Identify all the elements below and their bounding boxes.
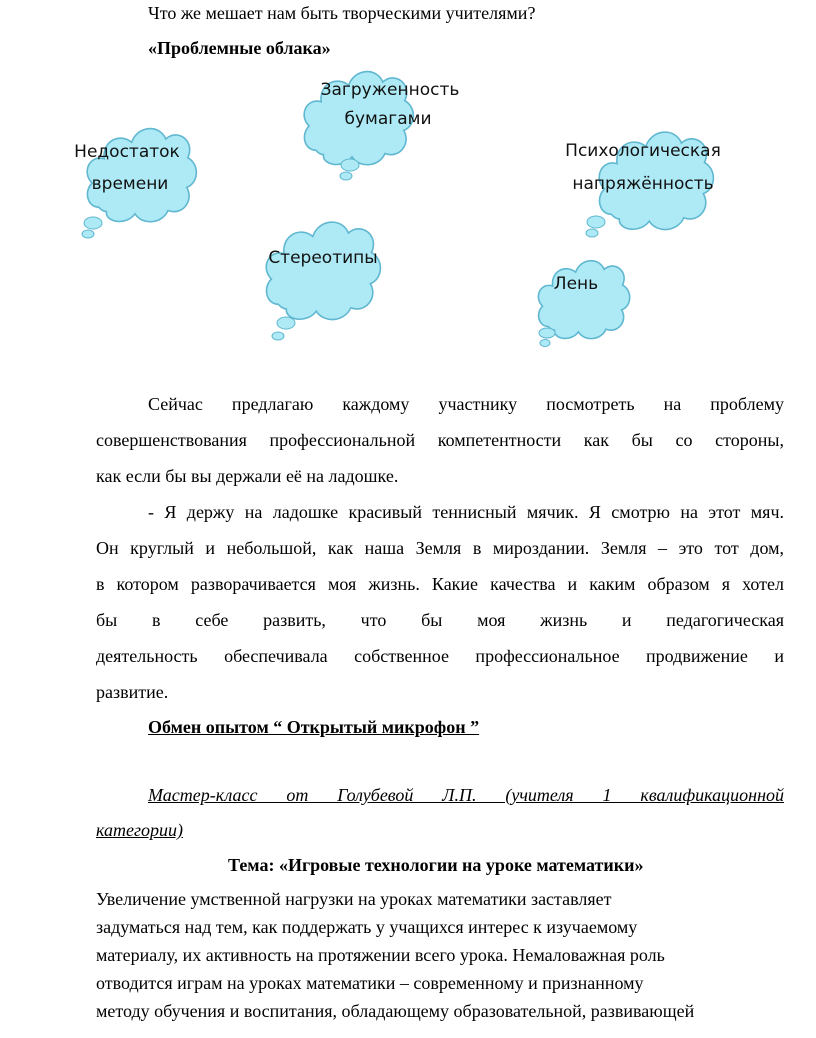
exchange-experience-title: Обмен опытом “ Открытый микрофон ” (148, 717, 480, 737)
cloud-laziness-text: Лень (553, 274, 599, 294)
paragraph-line: отводится играм на уроках математики – современному и признанному (96, 973, 644, 993)
paragraph-line: бы в себе развить, что бы моя жизнь и педагогическая (96, 610, 784, 630)
cloud-lack-of-time-line2: времени (91, 174, 169, 194)
paragraph-line: материалу, их активность на протяжении всего урока. Немаловажная роль (96, 945, 665, 965)
cloud-psychological-tension-line2: напряжённость (572, 174, 714, 194)
paragraph-line: - Я держу на ладошке красивый теннисный мячик. Я смотрю на этот мяч. (148, 502, 784, 522)
paragraph-line: развитие. (96, 682, 169, 702)
paragraph-line: методу обучения и воспитания, обладающему образовательной, развивающей (96, 1001, 695, 1021)
cloud-paperwork (304, 72, 459, 180)
intro-question: Что же мешает нам быть творческими учителями? (148, 3, 536, 23)
section-title-clouds: «Проблемные облака» (148, 38, 331, 58)
cloud-paperwork-line1: Загруженность (320, 80, 460, 100)
cloud-psychological-tension (565, 132, 721, 237)
paragraph-line: Сейчас предлагаю каждому участнику посмотреть на проблему (148, 394, 784, 414)
master-class-line: категории) (96, 820, 183, 840)
cloud-lack-of-time (74, 129, 196, 238)
paragraph-line: как если бы вы держали её на ладошке. (96, 466, 399, 486)
lesson-topic: Тема: «Игровые технологии на уроке математики» (228, 855, 644, 875)
paragraph-line: деятельность обеспечивала собственное профессиональное продвижение и (96, 646, 784, 666)
paragraph-line: в котором разворачивается моя жизнь. Какие качества и каким образом я хотел (96, 574, 784, 594)
paragraph-line: задуматься над тем, как поддержать у учащихся интерес к изучаемому (96, 917, 638, 937)
cloud-paperwork-line2: бумагами (344, 109, 432, 129)
paragraph-line: совершенствования профессиональной компетентности как бы со стороны, (96, 430, 784, 450)
problem-clouds (0, 55, 816, 355)
cloud-lack-of-time-line1: Недостаток (74, 142, 180, 162)
paragraph-line: Увеличение умственной нагрузки на уроках математики заставляет (96, 889, 612, 909)
cloud-stereotypes (266, 222, 380, 340)
master-class-line: Мастер-класс от Голубевой Л.П. (учителя 1 квалификационной (148, 785, 784, 805)
cloud-laziness (538, 261, 629, 347)
paragraph-line: Он круглый и небольшой, как наша Земля в мироздании. Земля – это тот дом, (96, 538, 784, 558)
cloud-psychological-tension-line1: Психологическая (565, 141, 721, 161)
cloud-stereotypes-text: Стереотипы (268, 248, 378, 268)
